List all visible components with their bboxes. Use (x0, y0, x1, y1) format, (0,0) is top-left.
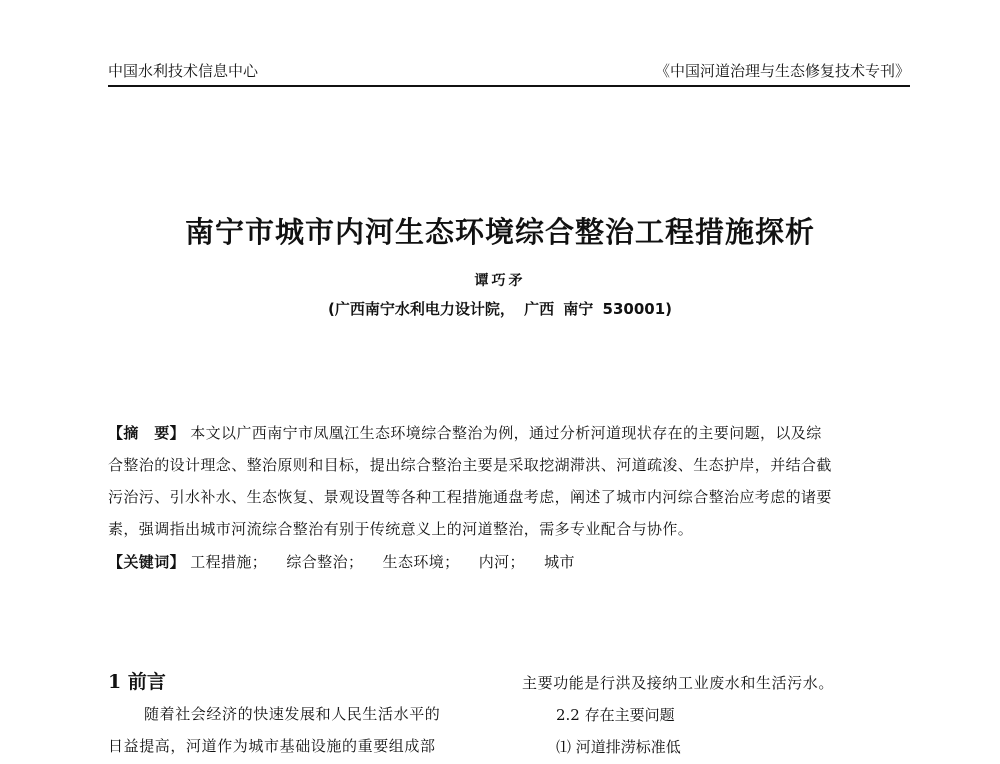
body-line: 主要功能是行洪及接纳工业废水和生活污水。 (522, 674, 835, 692)
body-line: 日益提高，河道作为城市基础设施的重要组成部 (108, 737, 436, 755)
keyword: 内河； (478, 553, 525, 571)
keywords-label: 【关键词】 (108, 553, 186, 571)
header-journal-title: 《中国河道治理与生态修复技术专刊》 (654, 62, 910, 80)
body-line: 随着社会经济的快速发展和人民生活水平的 (144, 705, 441, 723)
abstract-text: 本文以广西南宁市凤凰江生态环境综合整治为例，通过分析河道现状存在的主要问题，以及综 (190, 424, 822, 442)
keyword: 生态环境； (382, 553, 460, 571)
paper-affiliation: (广西南宁水利电力设计院， 广西 南宁 530001) (327, 300, 672, 318)
body-left-column (108, 668, 498, 762)
body-right-column (522, 668, 912, 764)
paper-title: 南宁市城市内河生态环境综合整治工程措施探析 (184, 215, 815, 249)
abstract-line: 合整治的设计理念、整治原则和目标，提出综合整治主要是采取挖湖滞洪、河道疏浚、生态护岸，并结合截 (108, 456, 832, 474)
abstract-line: 素，强调指出城市河流综合整治有别于传统意义上的河道整治，需多专业配合与协作。 (108, 520, 694, 538)
list-item: ⑴ 河道排涝标准低 (556, 738, 681, 756)
keyword: 城市 (544, 553, 575, 571)
keyword: 工程措施； (190, 553, 268, 571)
body-paragraph (108, 698, 498, 762)
paper-author: 谭巧矛 (474, 273, 526, 289)
keyword: 综合整治； (286, 553, 364, 571)
keywords-line (108, 549, 910, 575)
subsection-heading: 2.2 存在主要问题 (556, 706, 675, 724)
header-rule (108, 85, 910, 87)
abstract-line: 污治污、引水补水、生态恢复、景观设置等各种工程措施通盘考虑，阐述了城市内河综合整治应考虑的诸要 (108, 488, 832, 506)
section-heading: 1 前言 (108, 671, 166, 693)
running-header (108, 59, 910, 83)
abstract-line (108, 420, 910, 446)
abstract-label: 【摘 要】 (108, 424, 186, 442)
header-publisher: 中国水利技术信息中心 (108, 62, 259, 80)
